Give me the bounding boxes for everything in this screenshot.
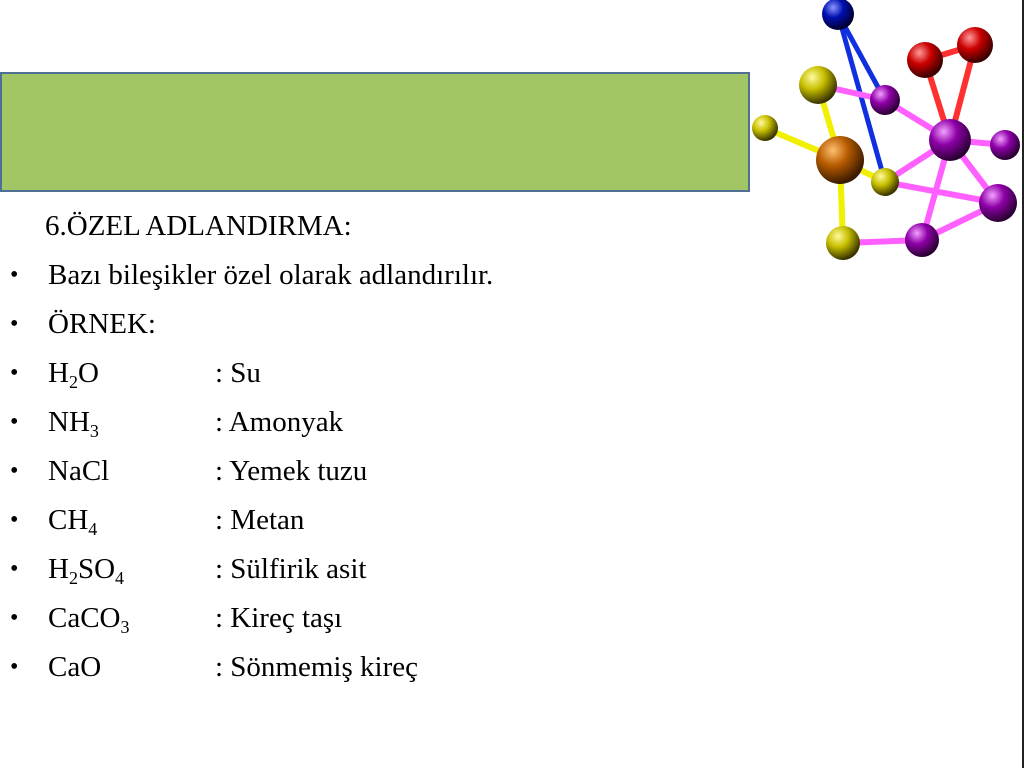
bullet: • <box>10 507 19 533</box>
compound-formula: $H_2O$ <box>48 357 99 392</box>
compound-name: : Sülfirik asit <box>215 553 367 585</box>
bullet: • <box>10 409 19 435</box>
compound-name: : Su <box>215 357 261 389</box>
intro-text: Bazı bileşikler özel olarak adlandırılır. <box>48 259 494 291</box>
bullet: • <box>10 556 19 582</box>
compound-formula: NaCl <box>48 455 110 487</box>
compound-formula: CaCO$_3$ <box>48 602 130 637</box>
bullet: • <box>10 654 19 680</box>
bullet: • <box>10 458 19 484</box>
compound-formula: $H_2SO_4$ <box>48 553 125 588</box>
molecule-atoms <box>752 0 1020 260</box>
compound-name: : Kireç taşı <box>215 602 343 634</box>
molecule-illustration <box>745 0 1024 275</box>
compound-formula: CaO <box>48 651 102 683</box>
compound-formula: $CH_4$ <box>48 504 98 539</box>
title-bar <box>0 72 750 192</box>
compound-name: : Sönmemiş kireç <box>215 651 418 683</box>
slide-heading: 6.ÖZEL ADLANDIRMA: <box>45 210 352 242</box>
compound-name: : Amonyak <box>215 406 344 438</box>
bullet: • <box>10 360 19 386</box>
compound-name: : Yemek tuzu <box>215 455 368 487</box>
bullet: • <box>10 605 19 631</box>
bullet: • <box>10 311 19 337</box>
bullet: • <box>10 262 19 288</box>
compound-formula: $NH_3$ <box>48 406 99 441</box>
example-label: ÖRNEK: <box>48 308 156 340</box>
compound-name: : Metan <box>215 504 305 536</box>
